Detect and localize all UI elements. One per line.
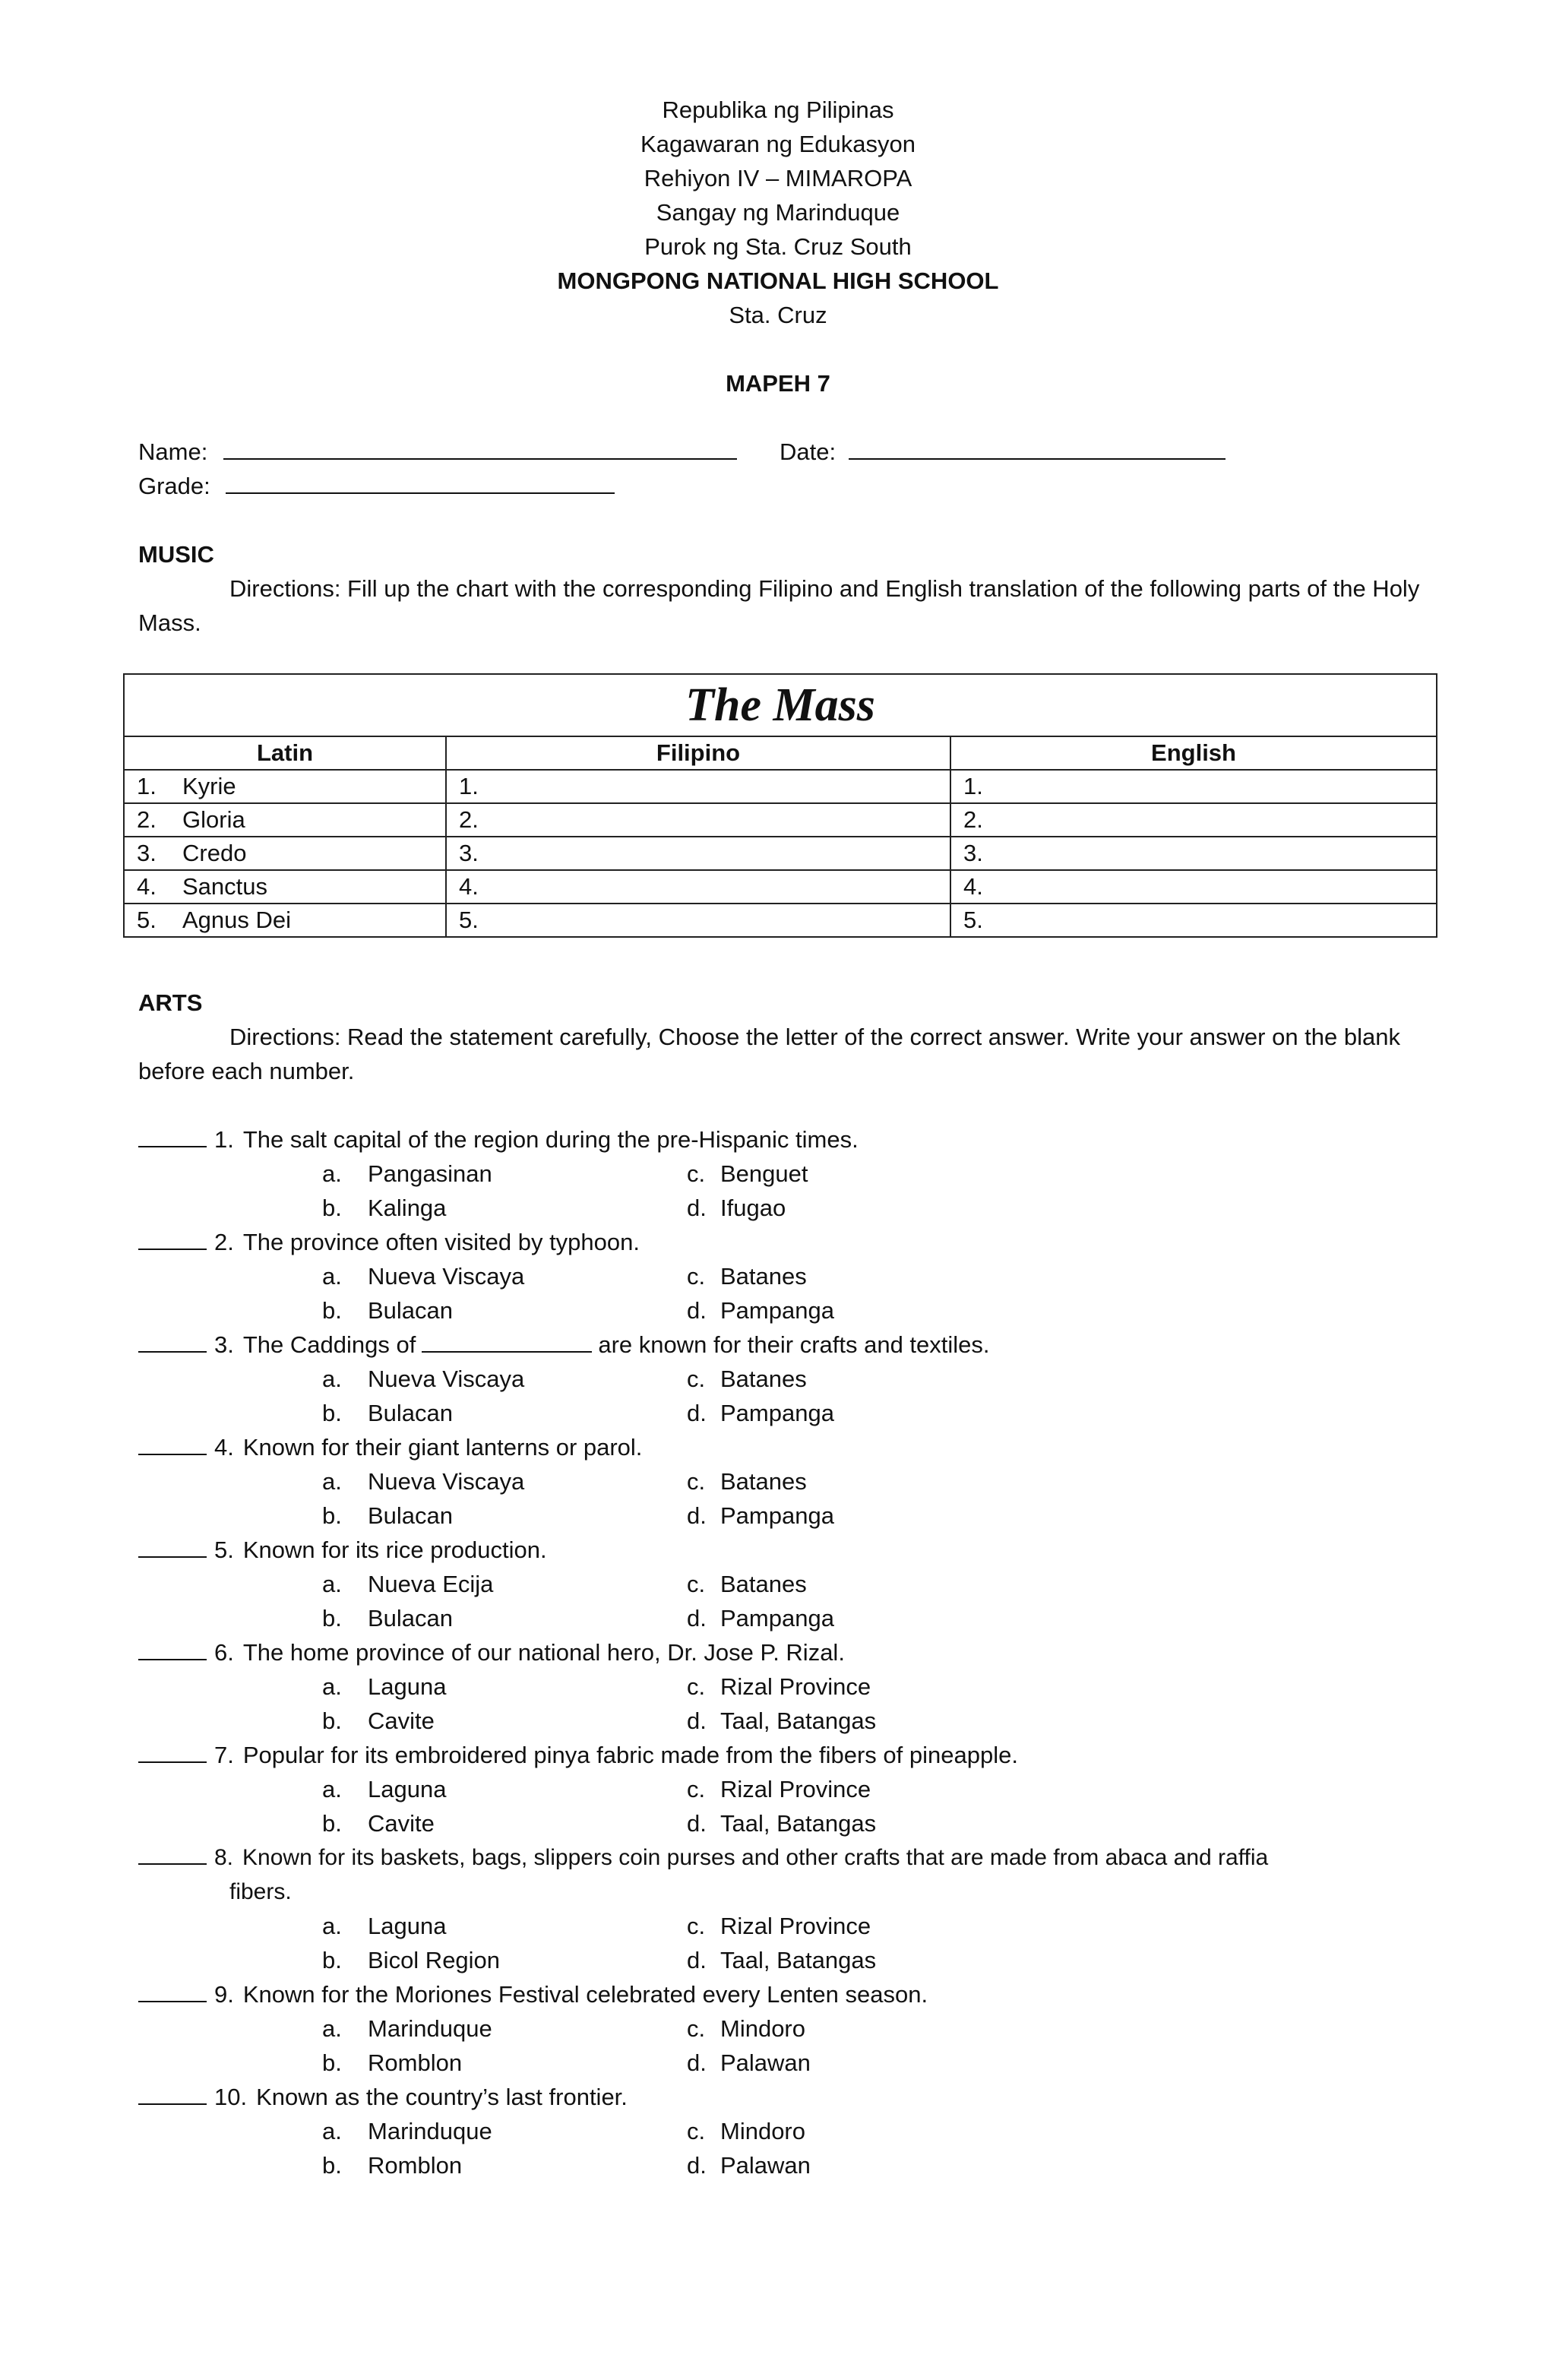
choice-a[interactable]: a. Nueva Viscaya (322, 1366, 525, 1392)
question-text: Known as the country’s last frontier. (256, 2084, 628, 2110)
choice-b[interactable]: b. Romblon (322, 2049, 463, 2076)
choice-b[interactable]: b. Bulacan (322, 1502, 454, 1529)
choice-d[interactable]: d. Taal, Batangas (687, 1810, 877, 1837)
choice-d[interactable]: d. Pampanga (687, 1502, 834, 1529)
choice-c[interactable]: c. Mindoro (687, 2015, 805, 2042)
question-2: 2. The province often visited by typhoon. (138, 1225, 1430, 1259)
filipino-cell[interactable]: 3. (446, 837, 950, 870)
choice-row (0, 2046, 1556, 2080)
filipino-cell[interactable]: 2. (446, 803, 950, 837)
choice-a[interactable]: a. Nueva Ecija (322, 1571, 494, 1597)
question-5: 5. Known for its rice production. (138, 1533, 1430, 1567)
choice-d[interactable]: d. Pampanga (687, 1605, 834, 1632)
english-cell[interactable]: 4. (950, 870, 1437, 904)
filipino-cell[interactable]: 5. (446, 904, 950, 937)
question-text: Known for its baskets, bags, slippers coin purses and other crafts that are made from abaca and raffia (242, 1845, 1269, 1870)
choice-c[interactable]: c. Rizal Province (687, 1776, 871, 1802)
date-field[interactable] (780, 435, 1226, 469)
choice-row (0, 2114, 1556, 2148)
table-row (124, 770, 1437, 803)
answer-blank[interactable] (138, 1431, 207, 1455)
mass-table (123, 673, 1437, 938)
answer-blank[interactable] (138, 1840, 207, 1865)
choice-c[interactable]: c. Mindoro (687, 2118, 805, 2144)
choice-row (0, 1601, 1556, 1635)
answer-blank[interactable] (138, 2081, 207, 2105)
choice-row (0, 1567, 1556, 1601)
question-text: The Caddings of (242, 1331, 416, 1358)
filipino-cell[interactable]: 1. (446, 770, 950, 803)
choice-row (0, 1157, 1556, 1191)
arts-heading: ARTS (138, 989, 203, 1016)
question-4: 4. Known for their giant lanterns or parol. (138, 1430, 1430, 1464)
choice-c[interactable]: c. Batanes (687, 1468, 807, 1495)
header-line-division: Sangay ng Marinduque (656, 199, 900, 226)
choice-a[interactable]: a. Nueva Viscaya (322, 1263, 525, 1290)
question-text: Known for the Moriones Festival celebrated every Lenten season. (242, 1981, 928, 2008)
english-cell[interactable]: 2. (950, 803, 1437, 837)
answer-blank[interactable] (138, 1636, 207, 1660)
table-row (124, 870, 1437, 904)
choice-c[interactable]: c. Benguet (687, 1160, 808, 1187)
header-line-department: Kagawaran ng Edukasyon (640, 131, 916, 157)
choice-row (0, 2148, 1556, 2182)
music-heading: MUSIC (138, 541, 214, 568)
choice-d[interactable]: d. Pampanga (687, 1297, 834, 1324)
choice-a[interactable]: a. Pangasinan (322, 1160, 492, 1187)
mass-table-title: The Mass (124, 674, 1437, 736)
question-10: 10. Known as the country’s last frontier. (138, 2080, 1430, 2114)
choice-b[interactable]: b. Cavite (322, 1810, 435, 1837)
answer-blank[interactable] (138, 1739, 207, 1763)
column-header-english: English (950, 736, 1437, 770)
latin-cell: 5. Agnus Dei (124, 904, 446, 937)
name-label: Name: (138, 438, 208, 465)
school-header (0, 93, 1556, 332)
choice-b[interactable]: b. Kalinga (322, 1195, 447, 1221)
answer-blank[interactable] (138, 1978, 207, 2002)
latin-cell: 4. Sanctus (124, 870, 446, 904)
english-cell[interactable]: 1. (950, 770, 1437, 803)
choice-row (0, 1293, 1556, 1328)
choice-b[interactable]: b. Cavite (322, 1707, 435, 1734)
english-cell[interactable]: 5. (950, 904, 1437, 937)
answer-blank[interactable] (138, 1123, 207, 1147)
choice-row (0, 2011, 1556, 2046)
question-text: The province often visited by typhoon. (242, 1229, 640, 1255)
question-text-after: are known for their crafts and textiles. (598, 1331, 990, 1358)
choice-b[interactable]: b. Bicol Region (322, 1947, 501, 1973)
name-blank[interactable] (223, 435, 737, 460)
choice-row (0, 1806, 1556, 1840)
choice-a[interactable]: a. Nueva Viscaya (322, 1468, 525, 1495)
choice-c[interactable]: c. Rizal Province (687, 1673, 871, 1700)
question-8: 8. Known for its baskets, bags, slippers coin purses and other crafts that are made from abaca and raffia fibers. (138, 1840, 1430, 1909)
filipino-cell[interactable]: 4. (446, 870, 950, 904)
arts-directions-text: Directions: Read the statement carefully, Choose the letter of the correct answer. Write your answer on the blank before each number. (138, 1024, 1400, 1084)
choice-d[interactable]: d. Palawan (687, 2049, 811, 2076)
choice-b[interactable]: b. Romblon (322, 2152, 463, 2179)
subject-title: MAPEH 7 (726, 370, 830, 397)
question-3: 3. The Caddings of are known for their crafts and textiles. (138, 1328, 1430, 1362)
arts-directions (138, 1020, 1430, 1088)
choice-d[interactable]: d. Taal, Batangas (687, 1947, 877, 1973)
choice-row (0, 1499, 1556, 1533)
choice-d[interactable]: d. Pampanga (687, 1400, 834, 1426)
table-row (124, 904, 1437, 937)
date-blank[interactable] (849, 435, 1226, 460)
answer-blank[interactable] (138, 1226, 207, 1250)
question-text: The salt capital of the region during the pre-Hispanic times. (242, 1126, 859, 1153)
choice-a[interactable]: a. Laguna (322, 1913, 447, 1939)
choice-row (0, 1909, 1556, 1943)
choice-row (0, 1362, 1556, 1396)
question-7: 7. Popular for its embroidered pinya fabric made from the fibers of pineapple. (138, 1738, 1430, 1772)
choice-row (0, 1772, 1556, 1806)
header-line-town: Sta. Cruz (729, 302, 827, 328)
music-directions (138, 571, 1430, 640)
question-text: Popular for its embroidered pinya fabric made from the fibers of pineapple. (242, 1742, 1018, 1768)
choice-row (0, 1943, 1556, 1977)
header-line-republic: Republika ng Pilipinas (662, 97, 894, 123)
grade-label: Grade: (138, 473, 210, 499)
latin-cell: 3. Credo (124, 837, 446, 870)
choice-a[interactable]: a. Marinduque (322, 2015, 492, 2042)
choice-row (0, 1396, 1556, 1430)
choice-c[interactable]: c. Batanes (687, 1571, 807, 1597)
choice-c[interactable]: c. Batanes (687, 1263, 807, 1290)
choice-row (0, 1191, 1556, 1225)
latin-cell: 1. Kyrie (124, 770, 446, 803)
choice-row (0, 1464, 1556, 1499)
choice-a[interactable]: a. Laguna (322, 1776, 447, 1802)
latin-cell: 2. Gloria (124, 803, 446, 837)
grade-blank[interactable] (226, 470, 615, 494)
choice-a[interactable]: a. Laguna (322, 1673, 447, 1700)
header-line-region: Rehiyon IV – MIMAROPA (644, 165, 912, 191)
name-field[interactable] (138, 435, 737, 469)
question-9: 9. Known for the Moriones Festival celebrated every Lenten season. (138, 1977, 1430, 2011)
question-text: The home province of our national hero, Dr. Jose P. Rizal. (242, 1639, 845, 1666)
choice-d[interactable]: d. Palawan (687, 2152, 811, 2179)
question-1: 1. The salt capital of the region during the pre-Hispanic times. (138, 1122, 1430, 1157)
choice-d[interactable]: d. Taal, Batangas (687, 1707, 877, 1734)
fill-in-blank[interactable] (422, 1328, 592, 1353)
question-text: Known for their giant lanterns or parol. (242, 1434, 643, 1461)
column-header-filipino: Filipino (446, 736, 950, 770)
question-text: Known for its rice production. (242, 1537, 547, 1563)
school-name: MONGPONG NATIONAL HIGH SCHOOL (557, 267, 999, 294)
choice-c[interactable]: c. Batanes (687, 1366, 807, 1392)
english-cell[interactable]: 3. (950, 837, 1437, 870)
question-text-continued: fibers. (229, 1879, 292, 1904)
choice-d[interactable]: d. Ifugao (687, 1195, 786, 1221)
table-row (124, 803, 1437, 837)
answer-blank[interactable] (138, 1533, 207, 1558)
column-header-latin: Latin (124, 736, 446, 770)
date-label: Date: (780, 438, 837, 465)
choice-row (0, 1704, 1556, 1738)
grade-field[interactable] (138, 469, 615, 503)
choice-row (0, 1259, 1556, 1293)
choice-b[interactable]: b. Bulacan (322, 1297, 454, 1324)
choice-b[interactable]: b. Bulacan (322, 1605, 454, 1632)
music-directions-text: Directions: Fill up the chart with the corresponding Filipino and English translation of the following parts of the Holy Mass. (138, 575, 1420, 636)
choice-row (0, 1669, 1556, 1704)
choice-c[interactable]: c. Rizal Province (687, 1913, 871, 1939)
choice-a[interactable]: a. Marinduque (322, 2118, 492, 2144)
answer-blank[interactable] (138, 1328, 207, 1353)
choice-b[interactable]: b. Bulacan (322, 1400, 454, 1426)
question-6: 6. The home province of our national hero, Dr. Jose P. Rizal. (138, 1635, 1430, 1669)
table-row (124, 837, 1437, 870)
header-line-district: Purok ng Sta. Cruz South (644, 233, 912, 260)
